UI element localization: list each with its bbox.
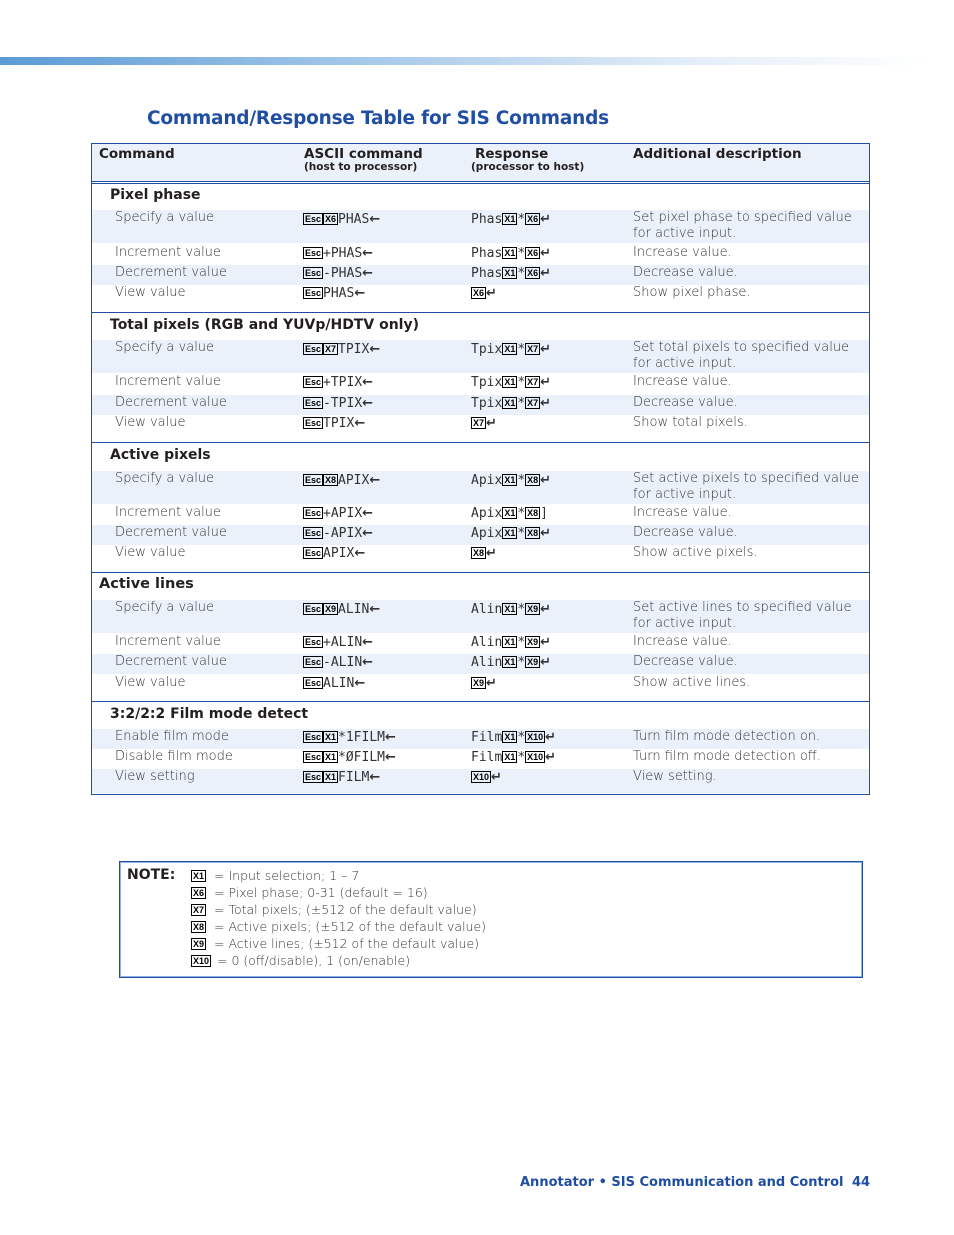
table-row: [92, 675, 869, 700]
header-response-label: Response: [475, 146, 549, 162]
enter-icon: ↵: [540, 342, 552, 357]
star-text: *: [517, 655, 526, 670]
table-row: [92, 210, 869, 243]
arrow-icon: ←: [369, 473, 381, 488]
enter-icon: ↵: [486, 286, 497, 301]
row-label: Enable film mode: [115, 729, 229, 744]
row-label: Specify a value: [115, 210, 215, 225]
esc-key-icon: Esc: [305, 657, 322, 667]
response-prefix: Tpix: [471, 396, 503, 411]
esc-key-icon: Esc: [305, 268, 322, 278]
row-label: View value: [115, 545, 186, 560]
x10-key-icon: X10: [527, 752, 544, 762]
row-label: Disable film mode: [115, 749, 233, 764]
star-text: *: [517, 473, 526, 488]
arrow-icon: ←: [354, 546, 366, 561]
x1-key-icon: X1: [504, 604, 516, 614]
esc-key-icon: Esc: [305, 732, 322, 742]
response-text: [471, 473, 551, 488]
response-text: [471, 750, 556, 765]
x1-key-icon: X1: [504, 344, 516, 354]
x8-key-icon: X8: [325, 475, 337, 485]
enter-icon: ↵: [486, 546, 497, 561]
note-item: [191, 936, 479, 951]
esc-key-icon: Esc: [305, 288, 322, 298]
ascii-command: [303, 655, 373, 670]
star-text: *: [517, 635, 526, 650]
arrow-icon: ←: [362, 396, 374, 411]
x9-key-icon: X9: [527, 637, 539, 647]
response-suffix: ]: [540, 506, 548, 521]
enter-icon: ↵: [540, 396, 552, 411]
section-title-active-lines: Active lines: [99, 576, 194, 592]
arrow-icon: ←: [369, 602, 381, 617]
description: Set pixel phase to specified value for active input.: [633, 210, 852, 241]
esc-key-icon: Esc: [305, 344, 322, 354]
enter-icon: ↵: [540, 602, 552, 617]
row-label: Decrement value: [115, 265, 227, 280]
table-row: [92, 749, 869, 769]
command-text: ALIN: [338, 602, 370, 617]
table-header: [92, 144, 869, 182]
command-text: +APIX: [323, 506, 363, 521]
top-gradient-bar: [0, 57, 930, 65]
x1-key-icon: X1: [325, 732, 337, 742]
response-prefix: Phas: [471, 212, 503, 227]
x1-key-icon: X1: [325, 752, 337, 762]
header-response-sub: (processor to host): [471, 161, 585, 173]
enter-icon: ↵: [540, 526, 552, 541]
description: Turn film mode detection off.: [633, 749, 821, 764]
x1-key-icon: X1: [504, 214, 516, 224]
response-text: [471, 676, 497, 691]
response-text: [471, 770, 502, 785]
response-text: [471, 546, 497, 561]
response-prefix: Phas: [471, 266, 503, 281]
arrow-icon: ←: [369, 770, 381, 785]
x7-key-icon: X7: [193, 905, 205, 915]
response-text: [471, 286, 497, 301]
arrow-icon: ←: [362, 266, 374, 281]
command-text: -PHAS: [323, 266, 363, 281]
star-text: *: [517, 602, 526, 617]
esc-key-icon: Esc: [305, 214, 322, 224]
description: Increase value.: [633, 505, 732, 520]
arrow-icon: ←: [354, 286, 366, 301]
x1-key-icon: X1: [504, 637, 516, 647]
arrow-icon: ←: [369, 212, 381, 227]
response-text: [471, 655, 551, 670]
response-prefix: Film: [471, 730, 503, 745]
ascii-command: [303, 676, 365, 691]
enter-icon: ↵: [545, 730, 557, 745]
x8-key-icon: X8: [527, 475, 539, 485]
enter-icon: ↵: [540, 375, 552, 390]
note-text: = Input selection; 1 – 7: [214, 868, 360, 883]
table-row: [92, 285, 869, 310]
footer-text: Annotator • SIS Communication and Control: [520, 1175, 844, 1190]
command-text: PHAS: [323, 286, 355, 301]
command-text: -APIX: [323, 526, 363, 541]
note-text: = Active pixels; (±512 of the default value): [214, 919, 487, 934]
description: Decrease value.: [633, 654, 738, 669]
star-text: *: [517, 342, 526, 357]
section-title-active-pixels: Active pixels: [110, 447, 211, 463]
x9-key-icon: X9: [325, 604, 337, 614]
page-title: Command/Response Table for SIS Commands: [147, 108, 609, 129]
command-text: TPIX: [323, 416, 355, 431]
x8-key-icon: X8: [193, 922, 205, 932]
enter-icon: ↵: [491, 770, 502, 785]
star-text: *: [517, 506, 526, 521]
row-label: Decrement value: [115, 654, 227, 669]
x1-key-icon: X1: [504, 657, 516, 667]
ascii-command: [303, 526, 373, 541]
response-text: [471, 602, 551, 617]
x10-key-icon: X10: [527, 732, 544, 742]
description: Show active lines.: [633, 675, 751, 690]
row-label: View setting: [115, 769, 195, 784]
esc-key-icon: Esc: [305, 637, 322, 647]
esc-key-icon: Esc: [305, 377, 322, 387]
row-label: View value: [115, 415, 186, 430]
x8-key-icon: X8: [527, 528, 539, 538]
table-row: [92, 729, 869, 749]
ascii-command: [303, 750, 396, 765]
table-row: [92, 265, 869, 285]
enter-icon: ↵: [540, 635, 552, 650]
star-text: *: [517, 526, 526, 541]
response-text: [471, 375, 551, 390]
table-row: [92, 600, 869, 633]
x9-key-icon: X9: [527, 604, 539, 614]
esc-key-icon: Esc: [305, 604, 322, 614]
description: Decrease value.: [633, 265, 738, 280]
response-prefix: Alin: [471, 655, 503, 670]
x1-key-icon: X1: [504, 732, 516, 742]
row-label: Increment value: [115, 374, 221, 389]
command-text: FILM: [338, 770, 370, 785]
response-prefix: Tpix: [471, 342, 503, 357]
description: Set active pixels to specified value for active input.: [633, 471, 859, 502]
esc-key-icon: Esc: [305, 752, 322, 762]
arrow-icon: ←: [354, 416, 366, 431]
esc-key-icon: Esc: [305, 678, 322, 688]
ascii-command: [303, 396, 373, 411]
command-text: *1FILM: [338, 730, 385, 745]
description: Show total pixels.: [633, 415, 748, 430]
response-prefix: Alin: [471, 602, 503, 617]
star-text: *: [517, 246, 526, 261]
row-label: Increment value: [115, 505, 221, 520]
description: Increase value.: [633, 374, 732, 389]
arrow-icon: ←: [362, 375, 374, 390]
x7-key-icon: X7: [527, 344, 539, 354]
note-text: = Active lines; (±512 of the default value): [214, 936, 480, 951]
enter-icon: ↵: [540, 473, 552, 488]
command-text: TPIX: [338, 342, 370, 357]
note-label: NOTE:: [127, 867, 176, 883]
enter-icon: ↵: [540, 266, 552, 281]
table-row: [92, 505, 869, 525]
response-prefix: Apix: [471, 526, 503, 541]
response-text: [471, 416, 497, 431]
response-text: [471, 635, 551, 650]
description: Decrease value.: [633, 525, 738, 540]
ascii-command: [303, 246, 373, 261]
header-ascii-sub: (host to processor): [304, 161, 418, 173]
ascii-command: [303, 266, 373, 281]
arrow-icon: ←: [362, 655, 374, 670]
arrow-icon: ←: [369, 342, 381, 357]
enter-icon: ↵: [486, 416, 497, 431]
header-command: Command: [99, 146, 175, 162]
x1-key-icon: X1: [504, 377, 516, 387]
x6-key-icon: X6: [473, 288, 485, 298]
table-row: [92, 415, 869, 440]
ascii-command: [303, 770, 380, 785]
star-text: *: [517, 730, 526, 745]
ascii-command: [303, 635, 373, 650]
x6-key-icon: X6: [527, 248, 539, 258]
esc-key-icon: Esc: [305, 528, 322, 538]
row-label: Decrement value: [115, 395, 227, 410]
table-row: [92, 634, 869, 654]
command-text: APIX: [323, 546, 355, 561]
esc-key-icon: Esc: [305, 398, 322, 408]
x8-key-icon: X8: [527, 508, 539, 518]
x6-key-icon: X6: [325, 214, 337, 224]
response-prefix: Apix: [471, 473, 503, 488]
command-text: APIX: [338, 473, 370, 488]
description: Set total pixels to specified value for active input.: [633, 340, 850, 371]
table-row: [92, 340, 869, 373]
response-prefix: Alin: [471, 635, 503, 650]
ascii-command: [303, 602, 380, 617]
section-title-total-pixels: Total pixels (RGB and YUVp/HDTV only): [110, 317, 419, 333]
x1-key-icon: X1: [504, 248, 516, 258]
note-item: [191, 885, 428, 900]
description: View setting.: [633, 769, 717, 784]
arrow-icon: ←: [362, 506, 374, 521]
table-row: [92, 525, 869, 545]
header-description: Additional description: [633, 146, 802, 162]
esc-key-icon: Esc: [305, 475, 322, 485]
x6-key-icon: X6: [527, 268, 539, 278]
header-response: [471, 146, 585, 173]
response-text: [471, 396, 551, 411]
note-item: [191, 868, 359, 883]
x6-key-icon: X6: [527, 214, 539, 224]
x9-key-icon: X9: [193, 939, 205, 949]
command-text: ALIN: [323, 676, 355, 691]
esc-key-icon: Esc: [305, 508, 322, 518]
esc-key-icon: Esc: [305, 772, 322, 782]
x10-key-icon: X10: [193, 956, 210, 966]
x1-key-icon: X1: [504, 268, 516, 278]
ascii-command: [303, 375, 373, 390]
x9-key-icon: X9: [473, 678, 485, 688]
enter-icon: ↵: [486, 676, 497, 691]
section-divider: [92, 312, 869, 313]
row-label: Specify a value: [115, 600, 215, 615]
command-text: -TPIX: [323, 396, 363, 411]
x1-key-icon: X1: [504, 475, 516, 485]
table-row: [92, 395, 869, 415]
note-text: = Pixel phase; 0-31 (default = 16): [214, 885, 428, 900]
ascii-command: [303, 212, 380, 227]
enter-icon: ↵: [545, 750, 557, 765]
esc-key-icon: Esc: [305, 548, 322, 558]
command-text: -ALIN: [323, 655, 363, 670]
note-item: [191, 953, 410, 968]
command-table: [91, 143, 870, 795]
arrow-icon: ←: [354, 676, 366, 691]
x7-key-icon: X7: [527, 377, 539, 387]
section-title-film-mode: 3:2/2:2 Film mode detect: [110, 706, 309, 722]
arrow-icon: ←: [362, 635, 374, 650]
star-text: *: [517, 375, 526, 390]
note-box: [119, 861, 863, 978]
x1-key-icon: X1: [504, 752, 516, 762]
command-text: *ØFILM: [338, 750, 385, 765]
star-text: *: [517, 266, 526, 281]
command-text: +ALIN: [323, 635, 363, 650]
response-text: [471, 730, 556, 745]
section-divider: [92, 572, 869, 573]
ascii-command: [303, 286, 365, 301]
response-text: [471, 526, 551, 541]
table-row: [92, 245, 869, 265]
note-text: = Total pixels; (±512 of the default value): [214, 902, 477, 917]
header-double-rule: [92, 181, 869, 184]
description: Increase value.: [633, 634, 732, 649]
row-label: Decrement value: [115, 525, 227, 540]
description: Increase value.: [633, 245, 732, 260]
page-number: 44: [852, 1175, 871, 1190]
arrow-icon: ←: [385, 750, 396, 765]
description: Show active pixels.: [633, 545, 758, 560]
table-row: [92, 471, 869, 504]
enter-icon: ↵: [540, 655, 552, 670]
ascii-command: [303, 416, 365, 431]
x1-key-icon: X1: [193, 871, 205, 881]
table-row: [92, 654, 869, 674]
enter-icon: ↵: [540, 246, 552, 261]
ascii-command: [303, 546, 365, 561]
x1-key-icon: X1: [504, 528, 516, 538]
star-text: *: [517, 396, 526, 411]
section-title-pixel-phase: Pixel phase: [110, 187, 201, 203]
x1-key-icon: X1: [504, 398, 516, 408]
table-row: [92, 374, 869, 394]
x10-key-icon: X10: [473, 772, 490, 782]
x1-key-icon: X1: [504, 508, 516, 518]
x7-key-icon: X7: [325, 344, 337, 354]
response-text: [471, 246, 551, 261]
x7-key-icon: X7: [473, 418, 485, 428]
response-prefix: Apix: [471, 506, 503, 521]
row-label: View value: [115, 675, 186, 690]
table-row: [92, 545, 869, 570]
x9-key-icon: X9: [527, 657, 539, 667]
x7-key-icon: X7: [527, 398, 539, 408]
command-text: PHAS: [338, 212, 370, 227]
response-text: [471, 506, 548, 521]
ascii-command: [303, 730, 396, 745]
arrow-icon: ←: [385, 730, 396, 745]
star-text: *: [517, 750, 526, 765]
note-item: [191, 902, 477, 917]
ascii-command: [303, 473, 380, 488]
response-text: [471, 266, 551, 281]
section-divider: [92, 701, 869, 702]
star-text: *: [517, 212, 526, 227]
arrow-icon: ←: [362, 246, 374, 261]
table-row: [92, 769, 869, 793]
ascii-command: [303, 506, 373, 521]
row-label: Specify a value: [115, 471, 215, 486]
header-ascii: [304, 146, 423, 173]
description: Set active lines to specified value for active input.: [633, 600, 852, 631]
row-label: Increment value: [115, 245, 221, 260]
x6-key-icon: X6: [193, 888, 205, 898]
description: Turn film mode detection on.: [633, 729, 821, 744]
response-prefix: Tpix: [471, 375, 503, 390]
note-text: = 0 (off/disable), 1 (on/enable): [217, 953, 411, 968]
row-label: Specify a value: [115, 340, 215, 355]
arrow-icon: ←: [362, 526, 374, 541]
row-label: View value: [115, 285, 186, 300]
description: Show pixel phase.: [633, 285, 751, 300]
section-divider: [92, 442, 869, 443]
x1-key-icon: X1: [325, 772, 337, 782]
response-text: [471, 212, 551, 227]
description: Decrease value.: [633, 395, 738, 410]
esc-key-icon: Esc: [305, 248, 322, 258]
ascii-command: [303, 342, 380, 357]
command-text: +TPIX: [323, 375, 363, 390]
row-label: Increment value: [115, 634, 221, 649]
x8-key-icon: X8: [473, 548, 485, 558]
response-text: [471, 342, 551, 357]
response-prefix: Film: [471, 750, 503, 765]
note-item: [191, 919, 486, 934]
esc-key-icon: Esc: [305, 418, 322, 428]
header-ascii-label: ASCII command: [304, 146, 423, 162]
command-text: +PHAS: [323, 246, 363, 261]
response-prefix: Phas: [471, 246, 503, 261]
enter-icon: ↵: [540, 212, 552, 227]
